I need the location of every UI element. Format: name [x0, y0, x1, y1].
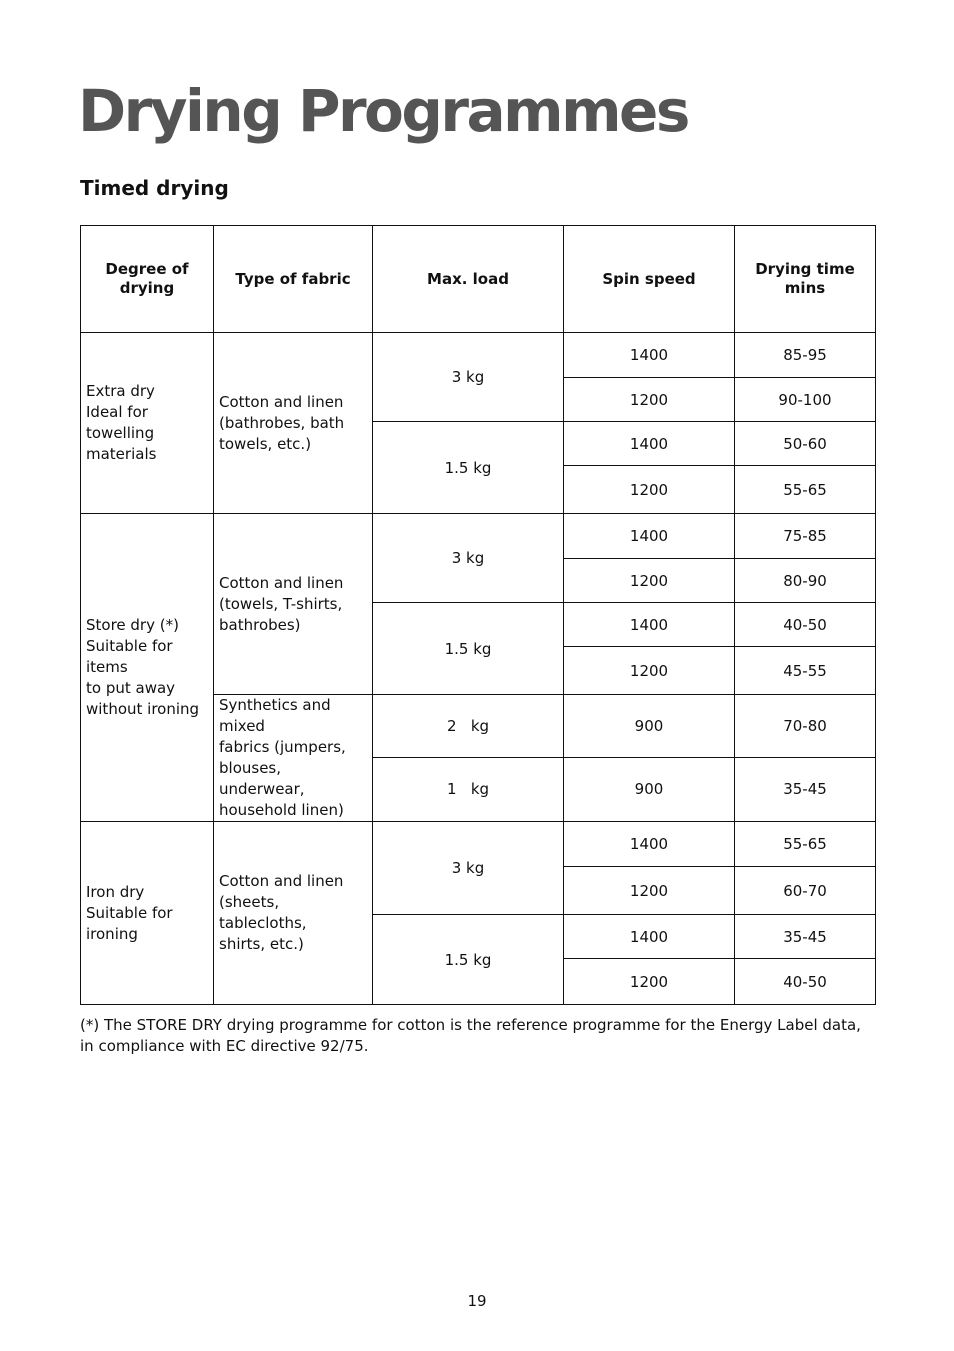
spin-cell: 1400	[564, 603, 735, 647]
spin-cell: 1400	[564, 915, 735, 959]
footnote: (*) The STORE DRY drying programme for cotton is the reference programme for the Energy Label data, in compliance with EC directive 92/75.	[80, 1016, 861, 1055]
time-cell: 85-95	[735, 333, 876, 378]
load-cell: 3 kg	[373, 514, 564, 603]
time-cell: 55-65	[735, 822, 876, 867]
time-cell: 45-55	[735, 647, 876, 695]
degree-cell: Store dry (*) Suitable for items to put away without ironing	[81, 514, 214, 822]
time-cell: 35-45	[735, 757, 876, 821]
spin-cell: 1200	[564, 378, 735, 422]
section-title: Timed drying	[80, 176, 229, 200]
time-cell: 75-85	[735, 514, 876, 559]
time-cell: 40-50	[735, 603, 876, 647]
fabric-cell: Synthetics and mixed fabrics (jumpers, blouses, underwear, household linen)	[214, 695, 373, 822]
header-fabric: Type of fabric	[214, 226, 373, 333]
header-load: Max. load	[373, 226, 564, 333]
load-cell: 3 kg	[373, 822, 564, 915]
page-number: 19	[467, 1292, 487, 1310]
spin-cell: 1400	[564, 422, 735, 466]
spin-cell: 1400	[564, 514, 735, 559]
header-degree: Degree of drying	[81, 226, 214, 333]
spin-cell: 1200	[564, 867, 735, 915]
fabric-cell: Cotton and linen (bathrobes, bath towels, etc.)	[214, 333, 373, 514]
spin-cell: 1400	[564, 822, 735, 867]
spin-cell: 1200	[564, 466, 735, 514]
degree-cell: Extra dry Ideal for towelling materials	[81, 333, 214, 514]
page-title: Drying Programmes	[78, 77, 688, 145]
table-header-row	[81, 226, 876, 333]
load-cell: 1.5 kg	[373, 915, 564, 1005]
time-cell: 40-50	[735, 959, 876, 1005]
fabric-cell: Cotton and linen (sheets, tablecloths, shirts, etc.)	[214, 822, 373, 1005]
timed-drying-table	[80, 225, 876, 1005]
load-cell: 1 kg	[373, 757, 564, 821]
time-cell: 70-80	[735, 695, 876, 758]
table-row	[81, 822, 876, 867]
spin-cell: 900	[564, 757, 735, 821]
table-row	[81, 514, 876, 559]
time-cell: 90-100	[735, 378, 876, 422]
time-cell: 50-60	[735, 422, 876, 466]
spin-cell: 1200	[564, 959, 735, 1005]
spin-cell: 1200	[564, 647, 735, 695]
time-cell: 80-90	[735, 559, 876, 603]
header-spin: Spin speed	[564, 226, 735, 333]
load-cell: 1.5 kg	[373, 422, 564, 514]
time-cell: 55-65	[735, 466, 876, 514]
time-cell: 35-45	[735, 915, 876, 959]
fabric-cell: Cotton and linen (towels, T-shirts, bathrobes)	[214, 514, 373, 695]
table-row	[81, 333, 876, 378]
load-cell: 1.5 kg	[373, 603, 564, 695]
spin-cell: 1200	[564, 559, 735, 603]
spin-cell: 900	[564, 695, 735, 758]
header-time: Drying time mins	[735, 226, 876, 333]
time-cell: 60-70	[735, 867, 876, 915]
load-cell: 2 kg	[373, 695, 564, 758]
spin-cell: 1400	[564, 333, 735, 378]
degree-cell: Iron dry Suitable for ironing	[81, 822, 214, 1005]
load-cell: 3 kg	[373, 333, 564, 422]
